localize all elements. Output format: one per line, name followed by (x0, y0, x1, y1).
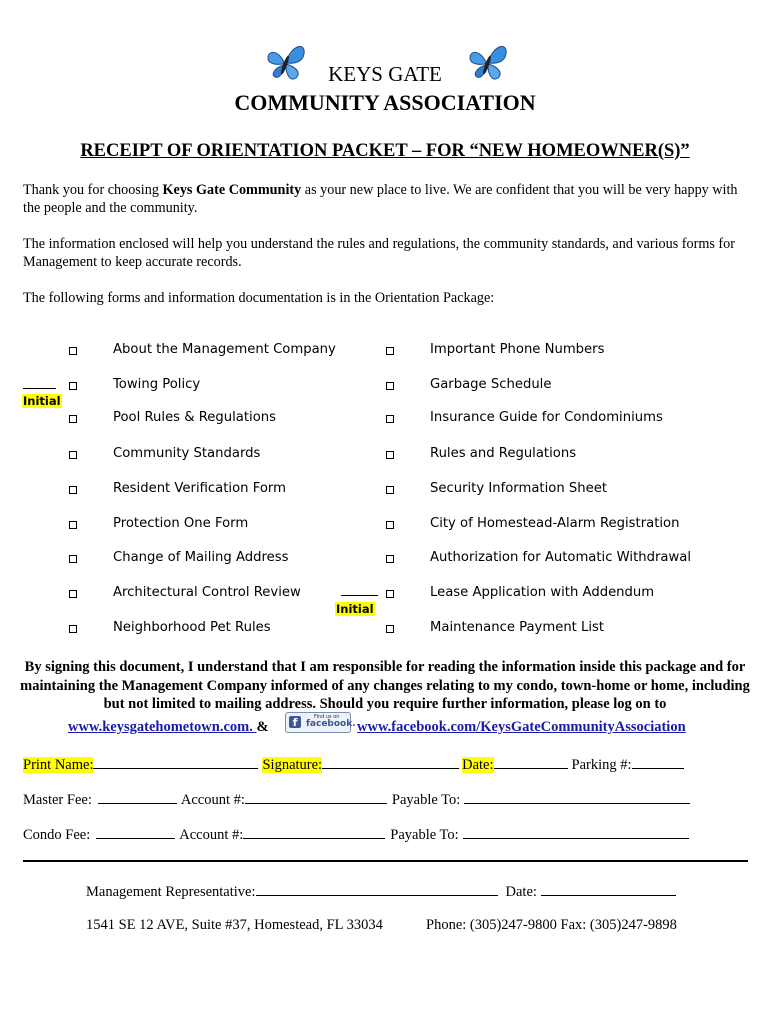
checklist-item: Security Information Sheet (430, 481, 608, 496)
master-account-field[interactable] (245, 790, 387, 804)
date-label: Date: (462, 757, 494, 773)
checklist-item: Community Standards (113, 446, 261, 461)
master-fee-row (23, 790, 690, 809)
checklist-item: Towing Policy (113, 377, 201, 392)
checkbox[interactable] (69, 625, 77, 633)
intro-paragraph-3: The following forms and information documentation is in the Orientation Package: (23, 290, 495, 306)
checkbox[interactable] (386, 486, 394, 494)
checkbox[interactable] (69, 382, 77, 390)
master-payable-field[interactable] (464, 790, 690, 804)
management-rep-label: Management Representative: (86, 884, 256, 900)
condo-fee-field[interactable] (96, 825, 175, 839)
website-link[interactable]: www.keysgatehometown.com. (68, 719, 257, 735)
parking-field[interactable] (632, 755, 684, 769)
checklist-item: Protection One Form (113, 516, 249, 531)
condo-payable-field[interactable] (463, 825, 689, 839)
checklist-item: Change of Mailing Address (113, 550, 289, 565)
condo-fee-label: Condo Fee: (23, 827, 91, 843)
intro-paragraph-1: Thank you for choosing Keys Gate Community as your new place to live. We are confident that you will be very happy with the people and the community. (23, 182, 738, 216)
parking-label: Parking #: (571, 757, 632, 773)
initial-signature-line[interactable] (341, 595, 378, 596)
signature-row (23, 755, 684, 774)
checklist-item: Authorization for Automatic Withdrawal (430, 550, 692, 565)
checklist-item: Maintenance Payment List (430, 620, 605, 635)
signature-label: Signature: (262, 757, 323, 773)
org-name-line2: COMMUNITY ASSOCIATION (234, 90, 536, 115)
initial-label: Initial (23, 394, 61, 408)
checkbox[interactable] (386, 382, 394, 390)
rep-date-label: Date: (505, 884, 537, 900)
checkbox[interactable] (69, 347, 77, 355)
initial-signature-line[interactable] (23, 388, 56, 389)
checkbox[interactable] (386, 347, 394, 355)
signature-field[interactable] (322, 755, 459, 769)
date-field[interactable] (494, 755, 568, 769)
office-phone-fax: Phone: (305)247-9800 Fax: (305)247-9898 (426, 917, 677, 933)
checkbox[interactable] (69, 451, 77, 459)
org-name-line1: KEYS GATE (328, 62, 442, 86)
intro-paragraph-2: The information enclosed will help you understand the rules and regulations, the community standards, and various forms for Management to keep accurate records. (23, 236, 735, 270)
checkbox[interactable] (69, 555, 77, 563)
checklist-item: Insurance Guide for Condominiums (430, 410, 663, 425)
condo-fee-row (23, 825, 689, 844)
print-name-label: Print Name: (23, 757, 94, 773)
print-name-field[interactable] (93, 755, 258, 769)
facebook-badge[interactable]: f Find us on facebook. (285, 712, 351, 733)
facebook-icon: f (289, 716, 301, 728)
facebook-link[interactable]: www.facebook.com/KeysGateCommunityAssociation (357, 719, 686, 735)
checklist-item: Neighborhood Pet Rules (113, 620, 271, 635)
checklist-item: Lease Application with Addendum (430, 585, 655, 600)
account-label: Account #: (179, 827, 244, 843)
management-rep-row (86, 882, 676, 901)
checkbox[interactable] (69, 590, 77, 598)
checklist-item: City of Homestead-Alarm Registration (430, 516, 680, 531)
divider (23, 860, 748, 862)
checklist-item: Architectural Control Review (113, 585, 301, 600)
facebook-link-line (357, 719, 686, 736)
checkbox[interactable] (386, 625, 394, 633)
checkbox[interactable] (386, 555, 394, 563)
checklist-item: Rules and Regulations (430, 446, 577, 461)
checklist-item: Pool Rules & Regulations (113, 410, 277, 425)
checklist-item: Resident Verification Form (113, 481, 286, 496)
checklist-item: Important Phone Numbers (430, 342, 605, 357)
checkbox[interactable] (386, 451, 394, 459)
agreement-text: By signing this document, I understand that I am responsible for reading the information inside this package and for maintaining the Management Company informed of any changes relating to my condo, town-home or home, including but not limited to mailing address. Should you require further information, please log on to (20, 659, 750, 712)
master-fee-field[interactable] (98, 790, 177, 804)
condo-account-field[interactable] (243, 825, 385, 839)
checkbox[interactable] (69, 486, 77, 494)
initial-label: Initial (336, 602, 374, 616)
links-line: www.keysgatehometown.com. & (68, 719, 269, 735)
checklist-item: Garbage Schedule (430, 377, 552, 392)
checkbox[interactable] (69, 521, 77, 529)
office-address: 1541 SE 12 AVE, Suite #37, Homestead, FL 33034 (86, 917, 383, 933)
document-title: RECEIPT OF ORIENTATION PACKET – FOR “NEW HOMEOWNER(S)” (80, 141, 690, 161)
checkbox[interactable] (69, 415, 77, 423)
management-rep-field[interactable] (256, 882, 498, 896)
checkbox[interactable] (386, 521, 394, 529)
rep-date-field[interactable] (541, 882, 676, 896)
account-label: Account #: (180, 792, 245, 808)
checkbox[interactable] (386, 590, 394, 598)
checklist-item: About the Management Company (113, 342, 336, 357)
payable-to-label: Payable To: (390, 827, 459, 843)
payable-to-label: Payable To: (391, 792, 461, 808)
master-fee-label: Master Fee: (23, 792, 92, 808)
checkbox[interactable] (386, 415, 394, 423)
